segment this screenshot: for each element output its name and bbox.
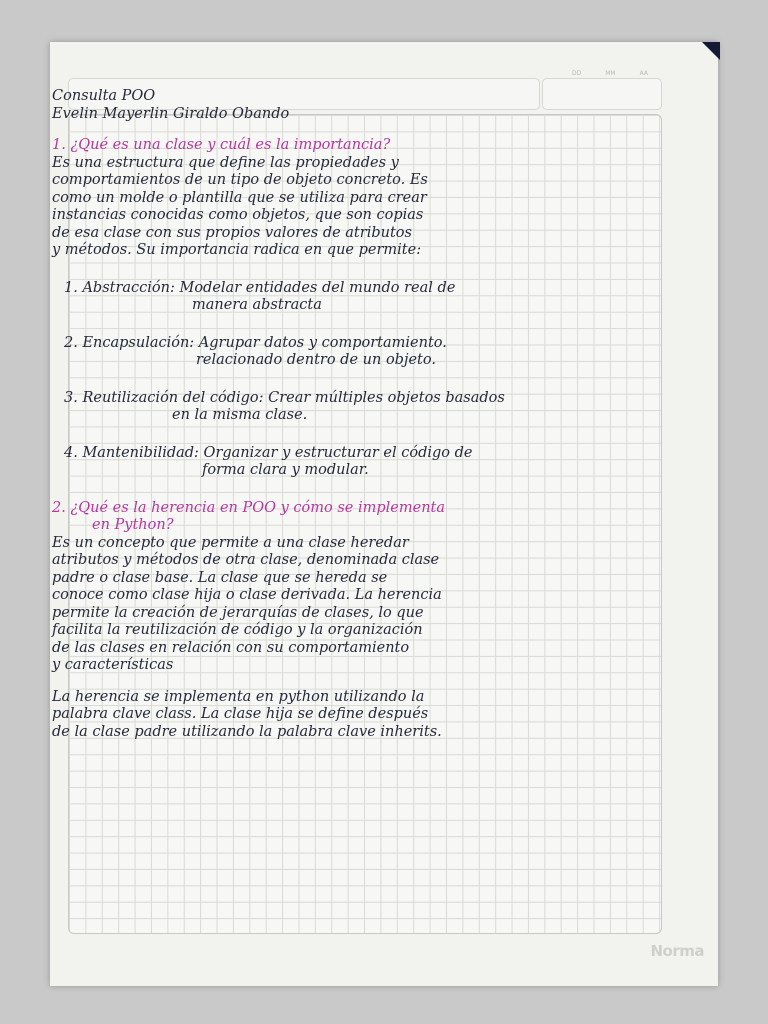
answer-2-line: permite la creación de jerarquías de clases, lo que xyxy=(52,604,424,621)
spacer xyxy=(52,315,622,335)
question-2-line: 2. ¿Qué es la herencia en POO y cómo se implementa xyxy=(52,499,446,516)
list-item-line: 2. Encapsulación: Agrupar datos y comportamiento. xyxy=(64,334,447,351)
answer-1 xyxy=(52,155,622,260)
answer-2-line: La herencia se implementa en python utilizando la xyxy=(52,688,425,705)
header-block xyxy=(52,88,622,123)
answer-2-line: palabra clave class. La clase hija se define después xyxy=(52,706,429,722)
answer-2-paragraph-2 xyxy=(52,689,622,742)
list-item-line: 4. Mantenibilidad: Organizar y estructurar el código de xyxy=(64,444,473,461)
answer-2-line: de las clases en relación con su comportamiento xyxy=(52,639,410,656)
answer-2-line: Es un concepto que permite a una clase heredar xyxy=(52,534,409,551)
answer-2-line: padre o clase base. La clase que se hereda se xyxy=(52,569,388,586)
spacer xyxy=(52,480,622,500)
answer-2-line: conoce como clase hija o clase derivada. La herencia xyxy=(52,587,442,603)
question-2 xyxy=(52,500,622,535)
answer-2-line: de la clase padre utilizando la palabra clave inherits. xyxy=(52,723,442,740)
author-name: Evelin Mayerlin Giraldo Obando xyxy=(52,105,290,122)
spacer xyxy=(52,123,622,137)
question-1: 1. ¿Qué es una clase y cuál es la importancia? xyxy=(52,137,391,153)
list-item-line: 1. Abstracción: Modelar entidades del mundo real de xyxy=(64,279,456,296)
answer-2-line: facilita la reutilización de código y la organización xyxy=(52,622,423,638)
spacer xyxy=(52,370,622,390)
answer-1-line: y métodos. Su importancia radica en que permite: xyxy=(52,242,422,258)
spacer xyxy=(52,260,622,280)
answer-1-line: Es una estructura que define las propiedades y xyxy=(52,154,399,171)
answer-1-line: instancias conocidas como objetos, que son copias xyxy=(52,207,424,223)
answer-1-line: como un molde o plantilla que se utiliza para crear xyxy=(52,189,427,206)
list-item-line: forma clara y modular. xyxy=(202,462,369,478)
doc-title: Consulta POO xyxy=(52,88,156,104)
spacer xyxy=(52,675,622,689)
list-item-line: 3. Reutilización del código: Crear múltiples objetos basados xyxy=(64,389,505,406)
list-item-line: manera abstracta xyxy=(192,297,322,313)
handwritten-notes xyxy=(52,88,622,741)
date-label-day: DD xyxy=(572,70,582,77)
brand-logo: Norma xyxy=(650,942,704,960)
list-item-line: en la misma clase. xyxy=(172,407,308,423)
answer-1-line: de esa clase con sus propios valores de atributos xyxy=(52,224,412,241)
list-item-reuse xyxy=(52,390,622,425)
answer-2-line: atributos y métodos de otra clase, denominada clase xyxy=(52,552,440,568)
question-2-line: en Python? xyxy=(92,517,174,533)
list-item-line: relacionado dentro de un objeto. xyxy=(196,352,436,368)
list-item-encapsulation xyxy=(52,335,622,370)
spacer xyxy=(52,425,622,445)
answer-1-line: comportamientos de un tipo de objeto concreto. Es xyxy=(52,172,428,188)
page-corner xyxy=(702,42,720,60)
answer-2-paragraph-1 xyxy=(52,535,622,675)
date-labels xyxy=(560,70,660,77)
list-item-abstraction xyxy=(52,280,622,315)
date-label-year: AA xyxy=(639,70,648,77)
date-label-month: MM xyxy=(605,70,616,77)
answer-2-line: y características xyxy=(52,657,174,673)
list-item-maintainability xyxy=(52,445,622,480)
